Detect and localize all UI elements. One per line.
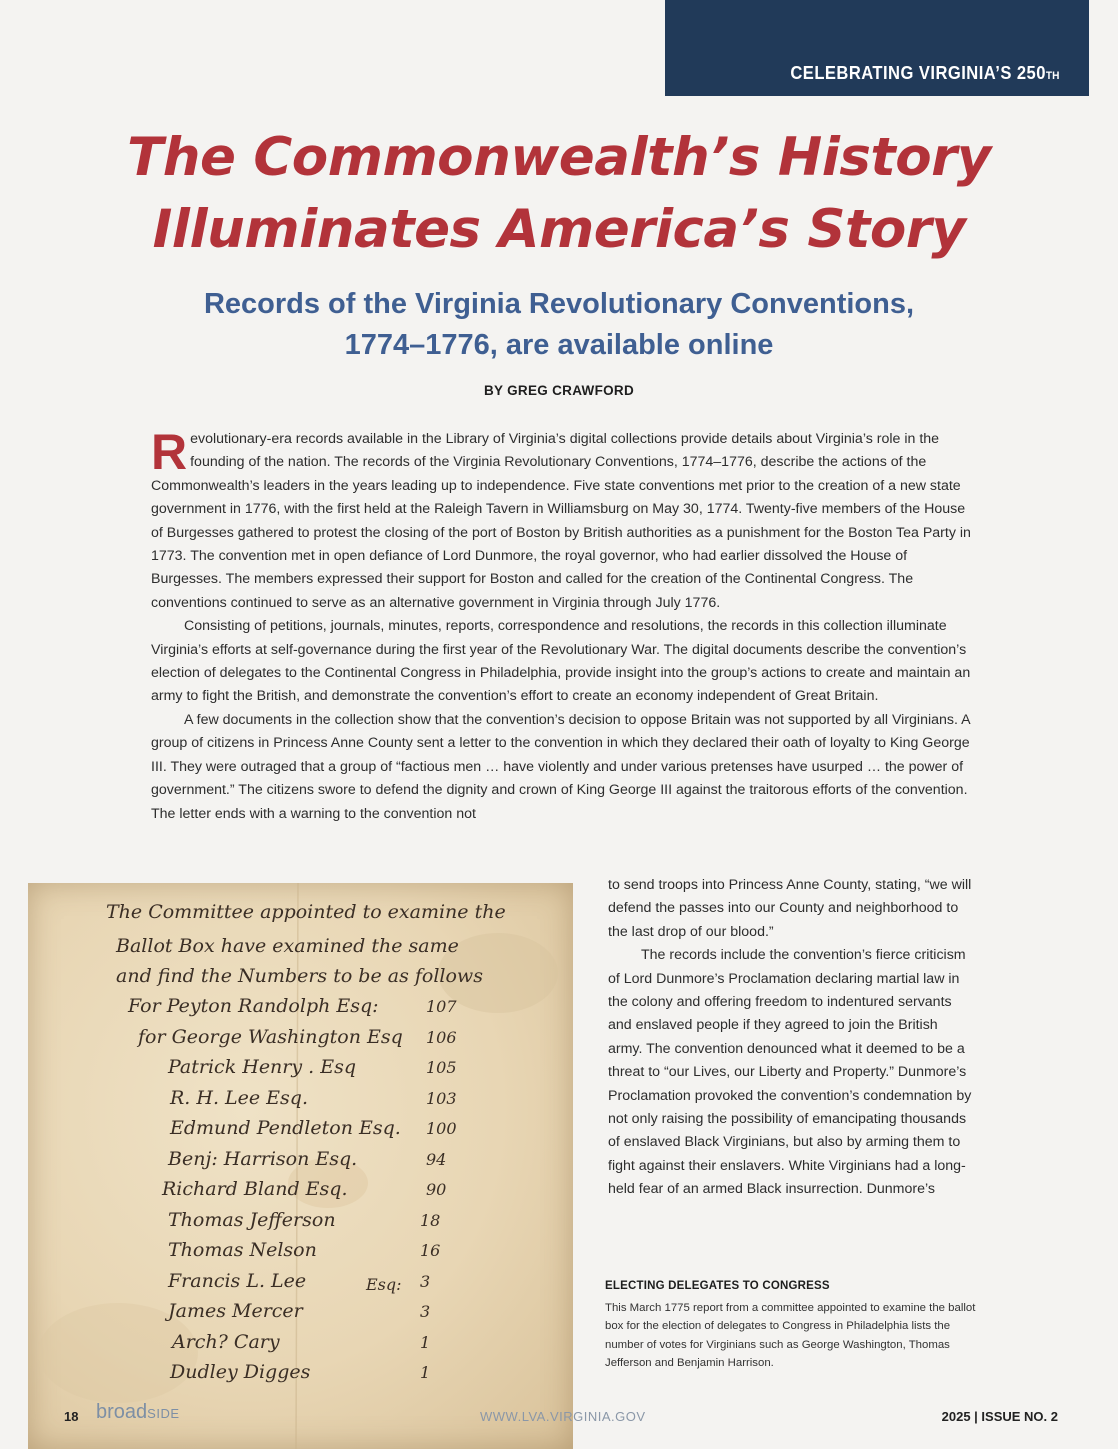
caption-text: This March 1775 report from a committee appointed to examine the ballot box for the election of delegates to Congress in Philadelphia lists the number of votes for Virginians such as George Washington, Thomas Jefferson and Benjamin Harrison. [605,1302,976,1370]
manuscript-header-line: Ballot Box have examined the same [116,935,459,957]
paragraph-3-continued: to send troops into Princess Anne County, stating, “we will defend the passes into our County and neighborhood to the last drop of our blood.” [608,877,972,940]
manuscript-entry-votes: 103 [426,1088,457,1108]
manuscript-entry-name: Edmund Pendleton Esq. [170,1117,401,1139]
manuscript-entry-name: Thomas Jefferson [168,1208,336,1231]
issue-label: 2025 | ISSUE NO. 2 [941,1409,1058,1424]
manuscript-entry-votes: 3 [420,1271,431,1291]
article-title [40,122,1078,266]
footer-url[interactable]: WWW.LVA.VIRGINIA.GOV [480,1409,646,1424]
manuscript-entry-votes: 1 [420,1332,431,1352]
byline: BY GREG CRAWFORD [483,383,635,398]
manuscript-header-line: The Committee appointed to examine the [106,901,506,923]
manuscript-entry-votes: 107 [426,997,457,1016]
title-line-1: The Commonwealth’s History [127,127,991,188]
drop-cap: R [151,424,188,480]
manuscript-entry-name: For Peyton Randolph Esq: [128,995,379,1017]
manuscript-entry-name: Arch? Cary [172,1330,280,1353]
subtitle-line-2: 1774–1776, are available online [344,329,774,361]
manuscript-entry-name: Dudley Digges [170,1361,311,1383]
manuscript-entry-votes: 16 [420,1241,441,1260]
manuscript-entry-name: R. H. Lee Esq. [170,1086,309,1109]
manuscript-entry-name: Benj: Harrison Esq. [168,1147,358,1170]
subtitle-line-1: Records of the Virginia Revolutionary Conventions, [203,288,915,320]
manuscript-image [28,883,573,1449]
manuscript-entry-votes: 3 [420,1302,431,1321]
paragraph-1: Revolutionary-era records available in the Library of Virginia’s digital collections provide details about Virginia’s role in the founding of the nation. The records of the Virginia Revolutionary Conventions, 1774–1776, describe the actions of the Commonwealth’s leaders in the years leading up to independence. Five state conventions met prior to the creation of a new state government in 1776, with the first held at the Raleigh Tavern in Williamsburg on May 30, 1774. Twenty-five members of the House of Burgesses gathered to protest the closing of the port of Boston by British authorities as a punishment for the Boston Tea Party in 1773. The convention met in open defiance of Lord Dunmore, the royal governor, who had earlier dissolved the House of Burgesses. The members expressed their support for Boston and called for the creation of the Continental Congress. The conventions continued to serve as an alternative government in Virginia through July 1776. [151,424,971,611]
manuscript-entry-name: Thomas Nelson [168,1239,317,1261]
manuscript-text [28,883,573,1449]
manuscript-entry-name: Patrick Henry . Esq [168,1056,357,1078]
paragraph-3: A few documents in the collection show that the convention’s decision to oppose Britain was not supported by all Virginians. A group of citizens in Princess Anne County sent a letter to the convention in which they declared their oath of loyalty to King George III. They were outraged that a group of “factious men … have violently and under various pretenses have usurped … the power of government.” The citizens swore to defend the dignity and crown of King George III against the traitorous efforts of the convention. The letter ends with a warning to the convention not [151,711,970,822]
manuscript-entry-votes: 106 [426,1027,457,1047]
manuscript-entry-votes: 90 [426,1180,447,1199]
title-line-2: Illuminates America’s Story [152,199,966,260]
manuscript-entry-name: James Mercer [168,1300,303,1322]
paragraph-2: Consisting of petitions, journals, minutes, reports, correspondence and resolutions, the records in this collection illuminate Virginia’s efforts at self-governance during the first year of the Revolutionary War. The digital documents describe the convention’s election of delegates to the Continental Congress in Philadelphia, provide insight into the group’s actions to create and maintain an army to fight the British, and demonstrate the convention’s effort to create an economy independent of Great Britain. [151,618,971,705]
broadside-logo: broadSIDE [96,1401,180,1423]
manuscript-entry-name: Francis L. Lee [168,1269,307,1292]
article-body-right [608,874,973,1202]
article-subtitle [60,284,1058,366]
manuscript-entry-votes: 1 [420,1363,431,1382]
article-body-top [151,424,971,826]
manuscript-entry-votes: 94 [426,1149,447,1169]
section-banner [665,0,1089,96]
manuscript-entry-votes: 100 [426,1119,457,1138]
caption-heading: ELECTING DELEGATES TO CONGRESS [605,1280,830,1292]
manuscript-entry-name: for George Washington Esq [138,1025,403,1048]
paragraph-4: The records include the convention’s fierce criticism of Lord Dunmore’s Proclamation declaring martial law in the colony and offering freedom to indentured servants and enslaved people if they agreed to join the British army. The convention denounced what it deemed to be a threat to “our Lives, our Liberty and Property.” Dunmore’s Proclamation provoked the convention’s condemnation by not only raising the possibility of emancipating thousands of enslaved Black Virginians, but also by arming them to fight against their enslavers. White Virginians had a long-held fear of an armed Black insurrection. Dunmore’s [608,947,972,1198]
manuscript-entry-votes: 105 [426,1058,457,1077]
manuscript-bracket-label: Esq: [366,1275,402,1294]
manuscript-entry-name: Richard Bland Esq. [162,1178,348,1200]
banner-label: CELEBRATING VIRGINIA’S 250TH [790,63,1059,83]
manuscript-header-line: and find the Numbers to be as follows [116,965,483,987]
manuscript-entry-votes: 18 [420,1210,441,1230]
page-number: 18 [64,1409,79,1424]
